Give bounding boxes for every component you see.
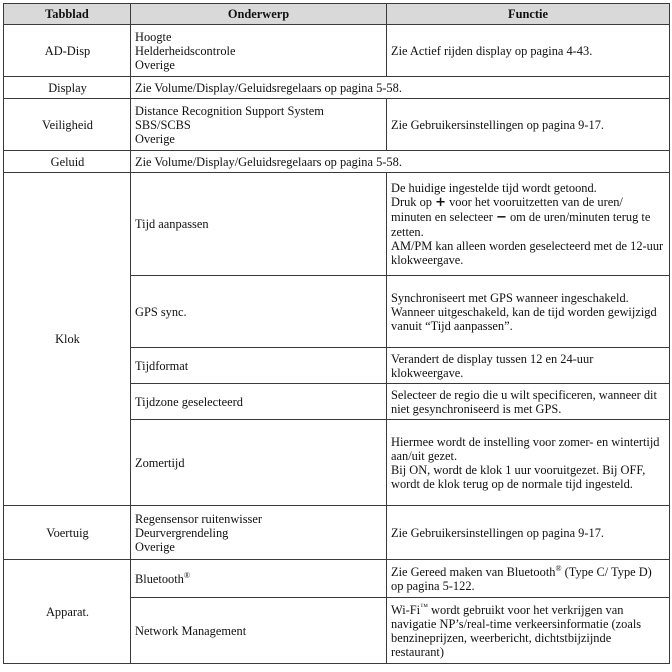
subject-voertuig <box>131 506 387 560</box>
registered-mark: ® <box>183 570 190 580</box>
settings-table <box>3 3 670 664</box>
plus-icon: + <box>435 195 446 210</box>
tab-ad-disp: AD-Disp <box>4 25 131 77</box>
function-line <box>391 195 666 239</box>
function-line: De huidige ingestelde tijd wordt getoond. <box>391 181 597 195</box>
tab-voertuig: Voertuig <box>4 506 131 560</box>
header-tab: Tabblad <box>4 4 131 25</box>
function-text: Wi-Fi <box>391 602 421 617</box>
function-text: om de uren/minuten terug te zetten. <box>391 210 651 239</box>
subject-gps-sync: GPS sync. <box>131 276 387 348</box>
function-voertuig: Zie Gebruikersinstellingen op pagina 9-17. <box>387 506 670 560</box>
header-subject: Onderwerp <box>131 4 387 25</box>
row-klok-tijd-aanpassen <box>4 173 670 276</box>
tab-apparat: Apparat. <box>4 560 131 664</box>
tab-display: Display <box>4 77 131 99</box>
function-zomertijd <box>387 420 670 506</box>
subject-line: Overige <box>135 131 175 146</box>
header-function: Functie <box>387 4 670 25</box>
function-text: (Type C/ Type D) op pagina 5-122. <box>391 564 652 593</box>
trademark-mark: ™ <box>420 601 428 611</box>
subject-tijd-aanpassen: Tijd aanpassen <box>131 173 387 276</box>
function-network-management <box>387 598 670 664</box>
tab-geluid: Geluid <box>4 151 131 173</box>
function-line: Wanneer uitgeschakeld, kan de tijd worden gewijzigd vanuit “Tijd aanpassen”. <box>391 304 657 333</box>
subject-text: Bluetooth <box>135 571 184 586</box>
function-veiligheid: Zie Gebruikersinstellingen op pagina 9-17. <box>387 99 670 151</box>
row-veiligheid <box>4 99 670 151</box>
subject-tijdformat: Tijdformat <box>131 348 387 384</box>
minus-icon: − <box>495 210 507 225</box>
subject-line: Overige <box>135 539 175 554</box>
subject-line: Helderheidscontrole <box>135 43 236 58</box>
subject-line: Overige <box>135 57 175 72</box>
function-line: AM/PM kan alleen worden geselecteerd met de 12-uur klokweergave. <box>391 239 664 267</box>
subject-bluetooth <box>131 560 387 598</box>
tab-klok: Klok <box>4 173 131 506</box>
merged-display: Zie Volume/Display/Geluidsregelaars op pagina 5-58. <box>131 77 670 99</box>
function-text: voor het vooruitzetten van de uren/ minuten en selecteer <box>391 195 623 224</box>
subject-ad-disp <box>131 25 387 77</box>
function-line: Bij ON, wordt de klok 1 uur vooruitgezet. Bij OFF, wordt de klok terug op de normale tijd ingesteld. <box>391 462 646 491</box>
subject-veiligheid <box>131 99 387 151</box>
function-text: wordt gebruikt voor het verkrijgen van navigatie NP’s/real-time verkeersinformatie (zoals benzineprijzen, weerbericht, dichtstbijzijnde restaurant) <box>391 602 642 659</box>
function-gps-sync <box>387 276 670 348</box>
registered-mark: ® <box>555 563 562 573</box>
function-text: Zie Gereed maken van Bluetooth <box>391 564 556 579</box>
subject-zomertijd: Zomertijd <box>131 420 387 506</box>
subject-line: SBS/SCBS <box>135 117 191 132</box>
subject-line: Hoogte <box>135 29 172 44</box>
row-voertuig <box>4 506 670 560</box>
function-bluetooth <box>387 560 670 598</box>
function-text: Druk op <box>391 195 432 209</box>
subject-line: Distance Recognition Support System <box>135 103 324 118</box>
function-tijdformat: Verandert de display tussen 12 en 24-uur klokweergave. <box>387 348 670 384</box>
tab-veiligheid: Veiligheid <box>4 99 131 151</box>
function-tijd-aanpassen <box>387 173 670 276</box>
subject-tijdzone: Tijdzone geselecteerd <box>131 384 387 420</box>
subject-network-management: Network Management <box>131 598 387 664</box>
merged-geluid: Zie Volume/Display/Geluidsregelaars op pagina 5-58. <box>131 151 670 173</box>
row-geluid <box>4 151 670 173</box>
row-ad-disp <box>4 25 670 77</box>
function-tijdzone: Selecteer de regio die u wilt specificeren, wanneer dit niet gesynchroniseerd is met GPS. <box>387 384 670 420</box>
subject-line: Deurvergrendeling <box>135 525 229 540</box>
function-line: Synchroniseert met GPS wanneer ingeschakeld. <box>391 290 629 305</box>
row-display <box>4 77 670 99</box>
subject-line: Regensensor ruitenwisser <box>135 511 262 526</box>
row-apparat-bluetooth <box>4 560 670 598</box>
function-line: Hiermee wordt de instelling voor zomer- en wintertijd aan/uit gezet. <box>391 434 660 463</box>
function-ad-disp: Zie Actief rijden display op pagina 4-43. <box>387 25 670 77</box>
header-row <box>4 4 670 25</box>
